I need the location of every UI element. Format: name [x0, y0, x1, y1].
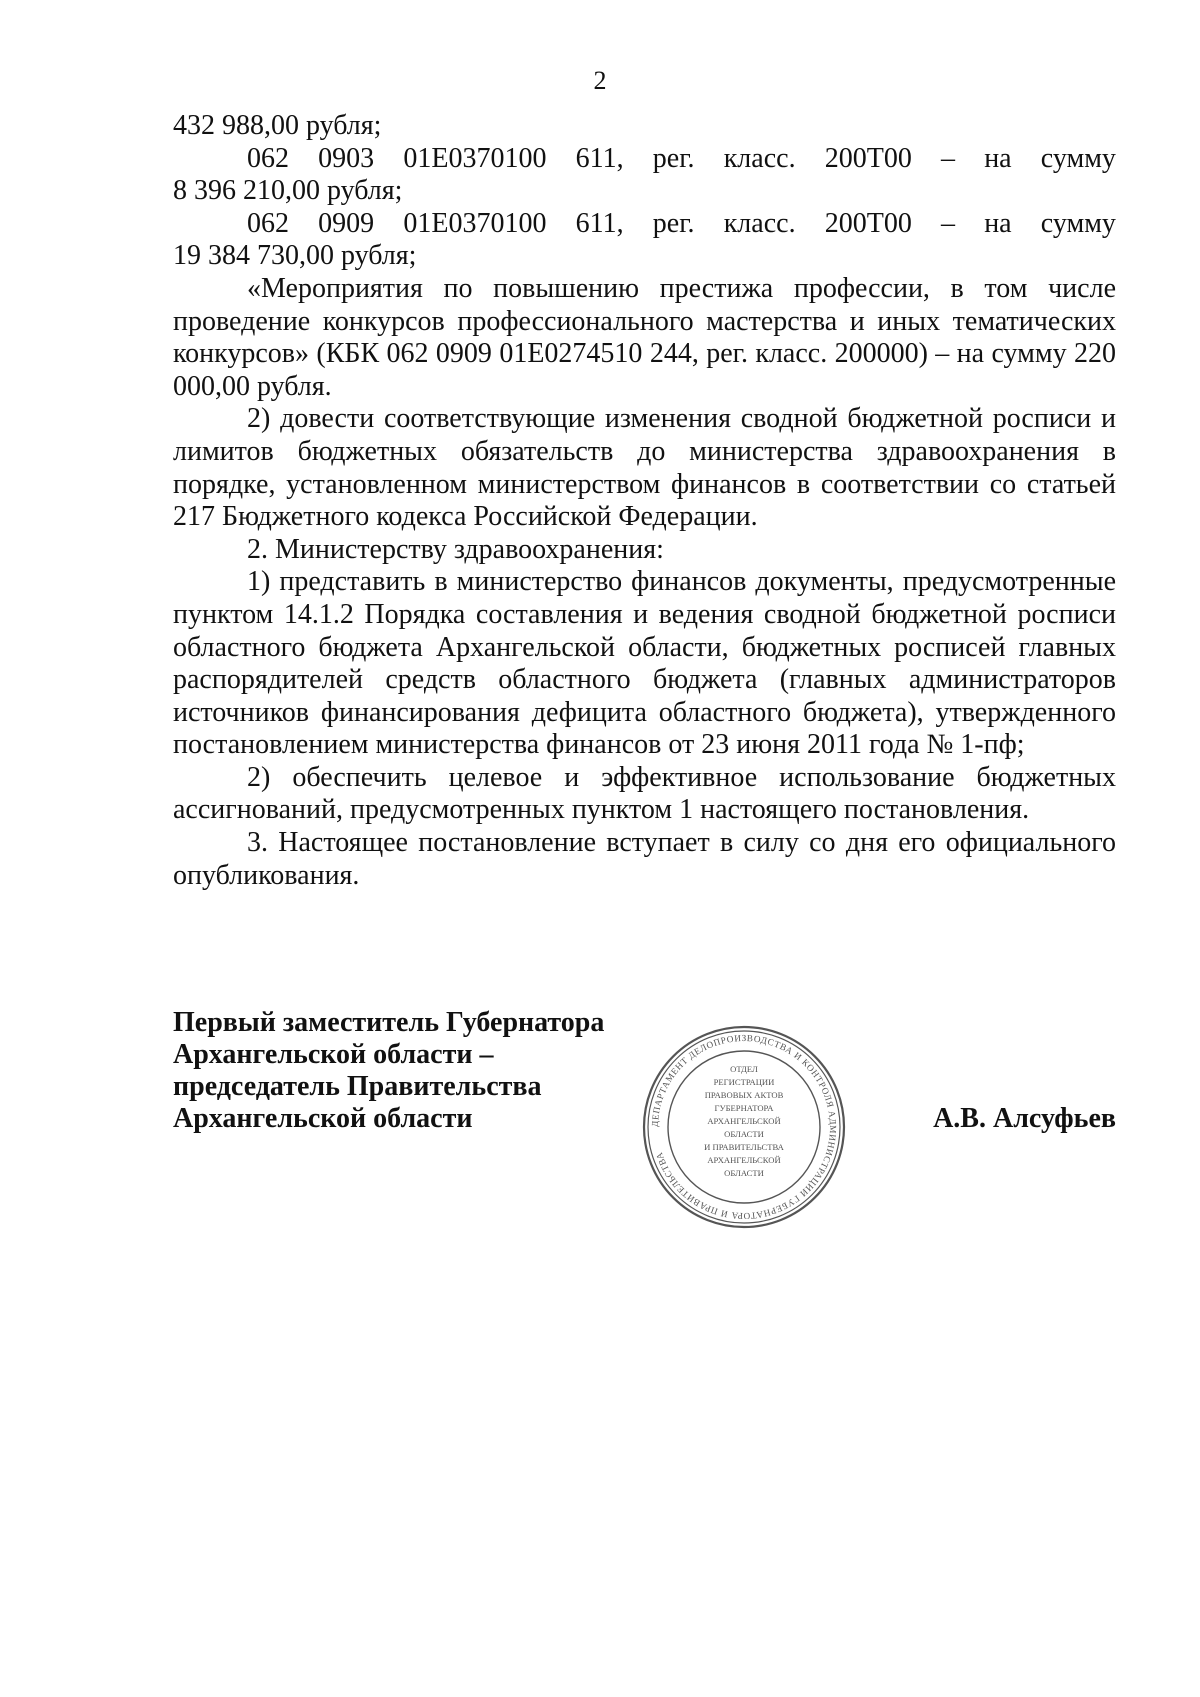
event-paragraph: «Мероприятия по повышению престижа профессии, в том числе проведение конкурсов профессионального мастерства и иных тематических конкурсов» (КБК 062 0909 01Е0274510 244, рег. класс. 200000) – на сумму 220 000,00 рубля. — [173, 272, 1116, 402]
code-token: на — [984, 142, 1012, 174]
svg-text:АРХАНГЕЛЬСКОЙ: АРХАНГЕЛЬСКОЙ — [707, 1155, 781, 1165]
svg-text:ОБЛАСТИ: ОБЛАСТИ — [724, 1168, 764, 1178]
code-token: 200Т00 — [824, 142, 912, 174]
code-token: 01Е0370100 — [403, 207, 547, 239]
code-token: 0903 — [318, 142, 375, 174]
budget-line-amount: 432 988,00 рубля; — [173, 110, 382, 141]
paragraph-item-2-1: 1) представить в министерство финансов документы, предусмотренные пунктом 14.1.2 Порядка составления и ведения сводной бюджетной росписи областного бюджета Архангельской области, бюджетных росписей главных распорядителей средств областного бюджета (главных администраторов источников финансирования дефицита областного бюджета), утвержденного постановлением министерства финансов от 23 июня 2011 года № 1-пф; — [173, 566, 1116, 761]
code-token: класс. — [723, 207, 796, 239]
svg-text:АРХАНГЕЛЬСКОЙ: АРХАНГЕЛЬСКОЙ — [707, 1116, 781, 1126]
code-token: 0909 — [318, 207, 375, 239]
code-token: сумму — [1040, 142, 1116, 174]
signer-position — [173, 1007, 604, 1135]
budget-line-amount: 8 396 210,00 рубля; — [173, 175, 403, 207]
signer-position-line: Архангельской области — [173, 1103, 473, 1134]
svg-text:ДЕПАРТАМЕНТ ДЕЛОПРОИЗВОДСТВА И: ДЕПАРТАМЕНТ ДЕЛОПРОИЗВОДСТВА И КОНТРОЛЯ АДМИНИСТРАЦИИ ГУБЕРНАТОРА И ПРАВИТЕЛЬСТВА — [649, 1032, 839, 1222]
code-token: на — [984, 207, 1012, 239]
code-token: сумму — [1040, 207, 1116, 239]
code-token: – — [941, 207, 956, 239]
svg-text:ОБЛАСТИ: ОБЛАСТИ — [724, 1129, 764, 1139]
svg-text:ОТДЕЛ: ОТДЕЛ — [730, 1064, 758, 1074]
code-token: 062 — [247, 207, 289, 239]
paragraph-item-1-2: 2) довести соответствующие изменения сводной бюджетной росписи и лимитов бюджетных обязательств до министерства здравоохранения в порядке, установленном министерством финансов в соответствии со статьей 217 Бюджетного кодекса Российской Федерации. — [173, 403, 1116, 533]
document-body — [173, 110, 1116, 892]
budget-classification-line — [173, 208, 1116, 241]
code-token: рег. — [652, 207, 695, 239]
section-2-heading: 2. Министерству здравоохранения: — [247, 533, 664, 565]
svg-text:ГУБЕРНАТОРА: ГУБЕРНАТОРА — [714, 1103, 774, 1113]
code-token: рег. — [652, 142, 695, 174]
budget-classification-line — [173, 143, 1116, 176]
signature-block — [173, 1007, 1116, 1222]
code-token: 01Е0370100 — [403, 142, 547, 174]
section-3-paragraph: 3. Настоящее постановление вступает в силу со дня его официального опубликования. — [173, 827, 1116, 891]
paragraph-item-2-2: 2) обеспечить целевое и эффективное использование бюджетных ассигнований, предусмотренных пунктом 1 настоящего постановления. — [173, 761, 1116, 826]
code-token: 200Т00 — [824, 207, 912, 239]
signer-position-line: Первый заместитель Губернатора — [173, 1007, 605, 1038]
official-seal-stamp — [641, 1024, 847, 1230]
signer-position-line: председатель Правительства — [173, 1071, 542, 1102]
page-number: 2 — [593, 66, 607, 95]
svg-text:И ПРАВИТЕЛЬСТВА: И ПРАВИТЕЛЬСТВА — [704, 1142, 784, 1152]
signer-name: А.В. Алсуфьев — [933, 1103, 1116, 1134]
code-token: 062 — [247, 142, 289, 174]
code-token: класс. — [723, 142, 796, 174]
code-token: 611, — [575, 142, 624, 174]
code-token: 611, — [575, 207, 624, 239]
svg-text:РЕГИСТРАЦИИ: РЕГИСТРАЦИИ — [713, 1077, 775, 1087]
signer-position-line: Архангельской области – — [173, 1039, 494, 1070]
svg-text:ПРАВОВЫХ АКТОВ: ПРАВОВЫХ АКТОВ — [704, 1090, 784, 1100]
budget-line-amount: 19 384 730,00 рубля; — [173, 240, 417, 272]
code-token: – — [941, 142, 956, 174]
